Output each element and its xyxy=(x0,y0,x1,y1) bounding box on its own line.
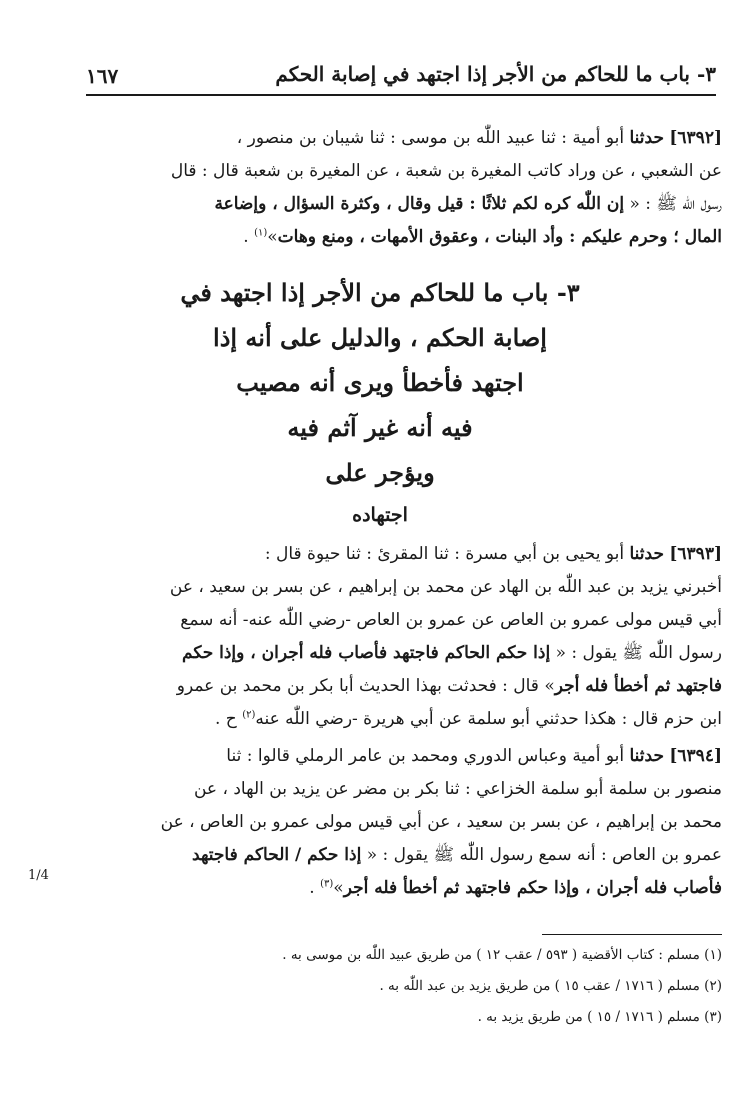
matn-text: إذا حكم الحاكم فاجتهد فأصاب فله أجران ، وإذا حكم xyxy=(182,643,551,663)
chapter-heading-line: ويؤجر على xyxy=(325,458,435,487)
footnotes xyxy=(70,940,722,1033)
page-number: ١٦٧ xyxy=(86,64,119,88)
hadith-line xyxy=(70,670,722,703)
footnote-ref[interactable]: (١) xyxy=(254,227,268,239)
hadith-line xyxy=(70,637,722,670)
matn-text: فأصاب فله أجران ، وإذا حكم فاجتهد ثم أخطأ فله أجر xyxy=(343,878,722,898)
footnote-divider xyxy=(542,934,722,935)
matn-text: إذا حكم / الحاكم فاجتهد xyxy=(192,845,362,865)
hadith-line xyxy=(70,703,722,736)
hadith-6393 xyxy=(70,538,722,736)
hadith-text: » قال : فحدثت بهذا الحديث أبا بكر بن محمد بن عمرو xyxy=(176,676,555,696)
hadith-line xyxy=(70,839,722,872)
hadith-line xyxy=(70,221,722,254)
hadith-number: [٦٣٩٣] xyxy=(669,544,722,564)
hadith-text: عمرو بن العاص : أنه سمع رسول اللّٰه ﷺ يقول : « xyxy=(366,845,722,865)
footnote-item: (١) مسلم : كتاب الأقضية ( ٥٩٣ / عقب ١٢ ) من طريق عبيد اللّٰه بن موسى به . xyxy=(282,947,722,963)
hadith-line: محمد بن إبراهيم ، عن بسر بن سعيد ، عن أبي قيس مولى عمرو بن العاص ، عن xyxy=(160,812,722,832)
hadith-lead: حدثنا xyxy=(629,544,664,564)
hadith-line xyxy=(70,740,722,773)
footnote-item: (٢) مسلم ( ١٧١٦ / عقب ١٥ ) من طريق يزيد بن عبد اللّٰه به . xyxy=(379,978,722,994)
footnote-item: (٣) مسلم ( ١٧١٦ / ١٥ ) من طريق يزيد به . xyxy=(477,1009,722,1025)
quote-close: » xyxy=(333,878,344,898)
matn-text: المال ؛ وحرم عليكم : وأد البنات ، وعقوق الأمهات ، ومنع وهات xyxy=(277,227,722,247)
chapter-heading-line: اجتهد فأخطأ ويرى أنه مصيب xyxy=(236,368,524,397)
hadith-text: ح . xyxy=(215,709,243,729)
matn-text: فاجتهد ثم أخطأ فله أجر xyxy=(554,676,722,696)
hadith-text: رسول اللّٰه ﷺ : « xyxy=(629,194,722,214)
hadith-line xyxy=(70,872,722,905)
chapter-heading-line: إصابة الحكم ، والدليل على أنه إذا xyxy=(213,323,547,352)
footnote-ref[interactable]: (٢) xyxy=(242,709,256,721)
hadith-6392 xyxy=(70,122,722,254)
hadith-text: ابن حزم قال : هكذا حدثني أبو سلمة عن أبي هريرة -رضي اللّٰه عنه xyxy=(255,709,722,729)
matn-text: إن اللّٰه كره لكم ثلاثًا : قيل وقال ، وكثرة السؤال ، وإضاعة xyxy=(214,194,625,214)
hadith-6394 xyxy=(70,740,722,905)
hadith-text: رسول اللّٰه ﷺ يقول : « xyxy=(555,643,722,663)
hadith-text: أبو أمية وعباس الدوري ومحمد بن عامر الرملي قالوا : ثنا xyxy=(226,746,625,766)
hadith-text: . xyxy=(309,878,321,898)
hadith-line: منصور بن سلمة أبو سلمة الخزاعي : ثنا بكر بن مضر عن يزيد بن الهاد ، عن xyxy=(193,779,722,799)
hadith-line xyxy=(70,538,722,571)
quote-close: » xyxy=(267,227,278,247)
chapter-heading-line: ٣- باب ما للحاكم من الأجر إذا اجتهد في xyxy=(180,278,580,307)
running-title: ٣- باب ما للحاكم من الأجر إذا اجتهد في إصابة الحكم xyxy=(275,62,716,86)
margin-folio-note: 1/4 xyxy=(28,868,49,883)
chapter-heading xyxy=(120,270,640,535)
hadith-text: . xyxy=(243,227,255,247)
hadith-line xyxy=(70,122,722,155)
chapter-heading-line: فيه أنه غير آثم فيه xyxy=(287,413,473,442)
hadith-lead: حدثنا xyxy=(629,128,664,148)
footnote-ref[interactable]: (٣) xyxy=(320,878,334,890)
hadith-line xyxy=(70,188,722,221)
page-header xyxy=(86,56,716,96)
hadith-number: [٦٣٩٢] xyxy=(669,128,722,148)
hadith-line: أبي قيس مولى عمرو بن العاص عن عمرو بن العاص -رضي اللّٰه عنه- أنه سمع xyxy=(180,610,722,630)
hadith-text: أبو يحيى بن أبي مسرة : ثنا المقرئ : ثنا حيوة قال : xyxy=(264,544,625,564)
hadith-line: عن الشعبي ، عن وراد كاتب المغيرة بن شعبة ، عن المغيرة بن شعبة قال : قال xyxy=(170,161,722,181)
hadith-lead: حدثنا xyxy=(629,746,664,766)
hadith-number: [٦٣٩٤] xyxy=(669,746,722,766)
hadith-line: أخبرني يزيد بن عبد اللّٰه بن الهاد عن محمد بن إبراهيم ، عن بسر بن سعيد ، عن xyxy=(169,577,722,597)
chapter-heading-line: اجتهاده xyxy=(352,504,408,526)
hadith-text: أبو أمية : ثنا عبيد اللّٰه بن موسى : ثنا شيبان بن منصور ، xyxy=(236,128,625,148)
